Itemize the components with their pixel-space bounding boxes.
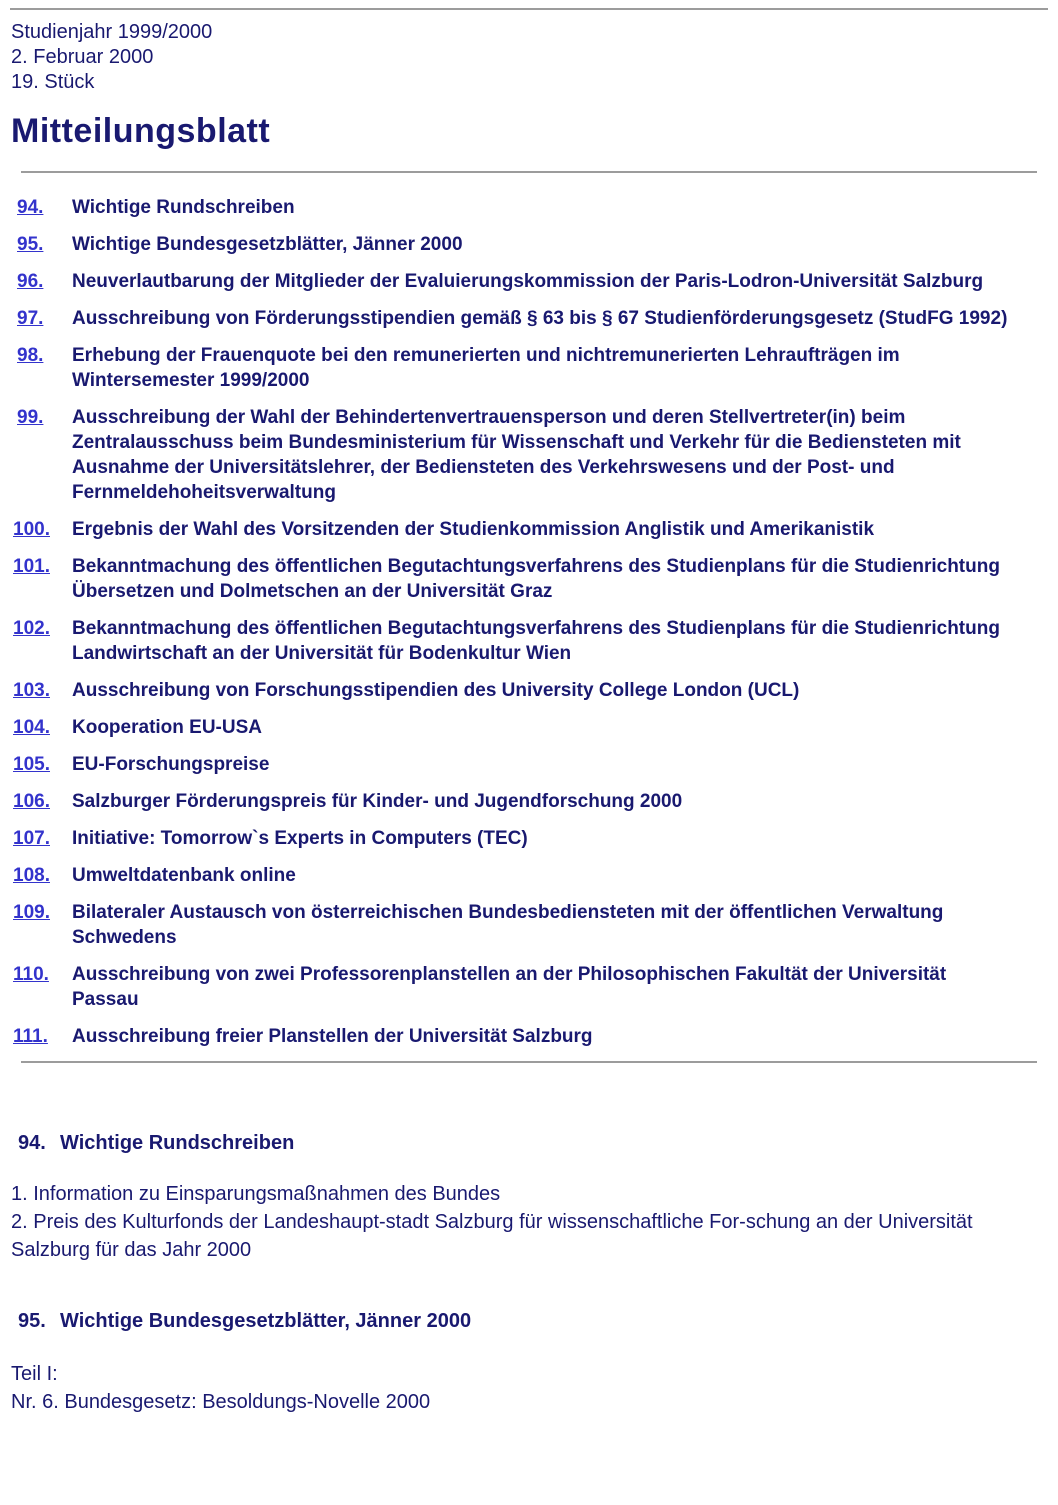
paragraph: Nr. 6. Bundesgesetz: Besoldungs-Novelle 2000 [11,1391,431,1413]
toc-entry-title: Ergebnis der Wahl des Vorsitzenden der Studienkommission Anglistik und Amerikanistik [72,519,875,540]
toc-link-97[interactable]: 97. [17,308,44,329]
toc-entry-title: Bekanntmachung des öffentlichen Begutachtungsverfahrens des Studienplans für die Studienrichtung Landwirtschaft an der Universität für Bodenkultur Wien [72,618,1000,664]
toc-end-rule [21,1061,1037,1063]
toc-entry [11,789,1047,814]
toc-link-107[interactable]: 107. [13,828,50,849]
toc-entry [11,826,1047,851]
toc-link-101[interactable]: 101. [13,556,50,577]
section-95-body [11,1360,1047,1416]
paragraph: 2. Preis des Kulturfonds der Landeshaupt-stadt Salzburg für wissenschaftliche For-schung an der Universität Salzburg für das Jahr 2000 [11,1211,973,1261]
bulletin-page [0,20,1058,1416]
study-year-line: Studienjahr 1999/2000 [11,21,213,43]
toc-entry [11,554,1047,604]
section-title: Wichtige Bundesgesetzblätter, Jänner 2000 [60,1310,472,1332]
issue-number-line: 19. Stück [11,71,95,93]
toc-entry [11,1024,1047,1049]
paragraph: Teil I: [11,1363,58,1385]
toc-link-106[interactable]: 106. [13,791,50,812]
toc-entry-title: Ausschreibung von Forschungsstipendien des University College London (UCL) [72,680,800,701]
toc-link-102[interactable]: 102. [13,618,50,639]
section-95 [11,1309,1047,1416]
toc-link-95[interactable]: 95. [17,234,44,255]
section-94 [11,1131,1047,1264]
toc-entry-title: Ausschreibung der Wahl der Behindertenvertrauensperson und deren Stellvertreter(in) beim Zentralausschuss beim Bundesministerium für Wissenschaft und Verkehr für die Bediensteten mit Ausnahme der Universitätslehrer, der Bediensteten des Verkehrswesens und der Post- und Fernmeldehoheitsverwaltung [72,407,961,503]
toc-entry-title: Wichtige Bundesgesetzblätter, Jänner 2000 [72,234,463,255]
toc-entry [11,962,1047,1012]
toc-entry-title: Umweltdatenbank online [72,865,296,886]
toc-entry-title: Erhebung der Frauenquote bei den remunerierten und nichtremunerierten Lehraufträgen im Wintersemester 1999/2000 [72,345,900,391]
toc-entry [11,517,1047,542]
section-title: Wichtige Rundschreiben [60,1132,295,1154]
toc-link-104[interactable]: 104. [13,717,50,738]
toc-entry-title: Bekanntmachung des öffentlichen Begutachtungsverfahrens des Studienplans für die Studienrichtung Übersetzen und Dolmetschen an der Universität Graz [72,556,1000,602]
issue-date-line: 2. Februar 2000 [11,46,154,68]
toc-entry [11,195,1047,220]
top-rule [10,8,1048,10]
section-94-body [11,1180,1047,1264]
toc-entry [11,306,1047,331]
toc-link-109[interactable]: 109. [13,902,50,923]
toc-entry [11,715,1047,740]
toc-link-96[interactable]: 96. [17,271,44,292]
toc-entry-title: Initiative: Tomorrow`s Experts in Computers (TEC) [72,828,528,849]
toc-entry-title: Ausschreibung von Förderungsstipendien gemäß § 63 bis § 67 Studienförderungsgesetz (StudFG 1992) [72,308,1008,329]
section-number: 94. [18,1132,46,1154]
toc-entry [11,900,1047,950]
toc-link-103[interactable]: 103. [13,680,50,701]
toc-link-98[interactable]: 98. [17,345,44,366]
toc-entry [11,405,1047,505]
paragraph: 1. Information zu Einsparungsmaßnahmen des Bundes [11,1183,501,1205]
toc-link-94[interactable]: 94. [17,197,44,218]
toc-entry-title: Bilateraler Austausch von österreichischen Bundesbediensteten mit der öffentlichen Verwaltung Schwedens [72,902,944,948]
toc-entry [11,678,1047,703]
toc-link-105[interactable]: 105. [13,754,50,775]
toc-entry [11,269,1047,294]
table-of-contents [11,195,1047,1049]
section-95-heading [11,1309,1047,1334]
toc-entry-title: Kooperation EU-USA [72,717,262,738]
section-94-heading [11,1131,1047,1156]
toc-link-111[interactable]: 111. [13,1026,48,1047]
toc-entry-title: Wichtige Rundschreiben [72,197,295,218]
title-divider-rule [21,171,1037,173]
toc-link-108[interactable]: 108. [13,865,50,886]
toc-entry [11,343,1047,393]
toc-entry [11,752,1047,777]
toc-entry-title: EU-Forschungspreise [72,754,270,775]
toc-entry-title: Ausschreibung freier Planstellen der Universität Salzburg [72,1026,593,1047]
toc-entry [11,232,1047,257]
toc-entry [11,863,1047,888]
header-meta [11,20,1047,95]
toc-entry-title: Neuverlautbarung der Mitglieder der Evaluierungskommission der Paris-Lodron-Universität Salzburg [72,271,984,292]
toc-entry-title: Salzburger Förderungspreis für Kinder- und Jugendforschung 2000 [72,791,683,812]
section-number: 95. [18,1310,46,1332]
toc-entry [11,616,1047,666]
page-title: Mitteilungsblatt [11,112,271,150]
toc-link-100[interactable]: 100. [13,519,50,540]
toc-link-99[interactable]: 99. [17,407,44,428]
toc-entry-title: Ausschreibung von zwei Professorenplanstellen an der Philosophischen Fakultät der Universität Passau [72,964,947,1010]
toc-link-110[interactable]: 110. [13,964,49,985]
